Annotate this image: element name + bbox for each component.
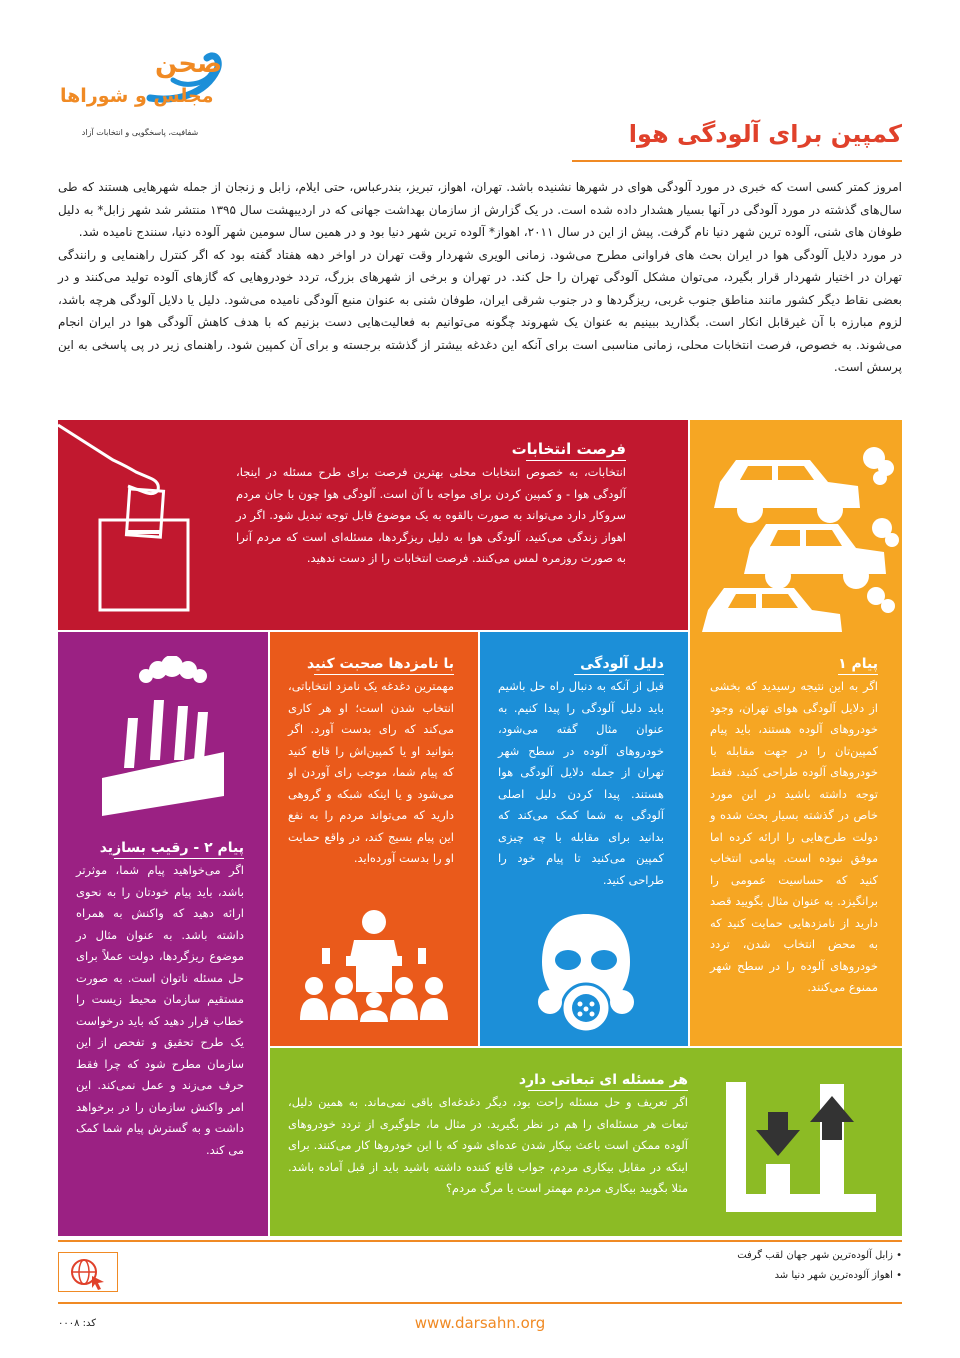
election-title-underline [526, 460, 626, 461]
logo [55, 40, 225, 140]
factory-icon [98, 656, 228, 816]
page-title-wrap [482, 120, 902, 160]
consequences-title: هر مسئله ای تبعاتی دارد [518, 1072, 688, 1088]
speaker-audience-icon [296, 908, 452, 1022]
gas-mask-icon [536, 910, 636, 1046]
message2-title-underline [114, 858, 244, 859]
logo-mid-text: مجلس و شوراها [60, 85, 214, 107]
site-url[interactable]: www.darsahn.org [414, 1314, 546, 1332]
top-footer-rule [58, 1240, 902, 1242]
candidates-text: مهمترین دغدغه یک نامزد انتخاباتی، انتخاب شدن است؛ او هر کاری می‌کند که رای بدست آورد. اگر بتوانید او یا کمپین‌اش را قانع کنید که پیام شما، موجب رای آوردن او می‌شود و یا اینکه شبکه و گروهی دارید که می‌تواند مردم را به نفع این پیام بسیج کند، در واقع حمایت او را بدست آورده‌اید. [288, 679, 454, 865]
election-block [58, 420, 688, 630]
logo-subtitle: شفافیت، پاسخگویی و انتخابات آزاد [81, 128, 199, 137]
reason-title-underline [574, 674, 664, 675]
intro-paragraph-2: در مورد دلایل آلودگی هوا در ایران بحث های فراوانی مطرح می‌شود. زمانی الویری شهردار وقت تهران در اواخر دهه هفتاد گفته بود که اگر کنترل راهنمایی و رانندگی تهران در اختیار شهردار قرار بگیرد، می‌توان مشکل آلودگی تهران را حل کند. در تهران و برخی از شهرهای بزرگ، تردد خودروهایی که گازهای آلوده تولید می‌کنند و در بعضی نقاط دیگر کشور مانند مناطق جنوب غربی، ریزگردها و در جنوب شرقی ایران، طوفان شنی به عنوان منبع آلودگی نامیده می‌شود. دلیل یا دلایل آلودگی هرچه باشد، لزوم مبارزه با آن غیرقابل انکار است. بگذارید ببینیم به عنوان یک شهروند چگونه می‌توانیم به فعالیت‌هایی دست بزنیم که با هدف کاهش آلودگی هوا در ایران انجام می‌شوند. به خصوص، فرصت انتخابات محلی، زمانی مناسبی است برای آنکه این دغدغه بیشتر از گذشته برجسته و برای آن کمپین شود. راهنمای زیر در پی پاسخی به این پرسش است. [58, 247, 902, 374]
logo-graphic [55, 40, 225, 120]
message1-text: اگر به این نتیجه رسیدید که بخشی از دلایل آلودگی هوای تهران، وجود خودروهای آلوده هستند، باید پیام کمپین‌تان را در جهت مقابله با خودروهای آلوده طراحی کنید. فقط توجه داشته باشید در این مورد خاص در گذشته بسیار بحث شده و دولت طرح‌هایی را ارائه کرده اما موفق نبوده است. پیامی انتخاب کنید که حساسیت عمومی را برانگیزد. به عنوان مثال بگویید قصد دارید از نامزدهایی حمایت کنید که به محض انتخاب شدن، تردد خودروهای آلوده را در سطح شهر ممنوع می‌کنند. [710, 679, 878, 994]
intro [58, 176, 902, 379]
message1-title-underline [838, 674, 878, 675]
consequences-block [270, 1048, 902, 1236]
intro-paragraph-1: امروز کمتر کسی است که خبری در مورد آلودگی هوای در شهرها نشنیده باشد. تهران، اهواز، تبریز، بندرعباس، حتی ایلام، زابل و زنجان از جمله شهرهایی هستند که طی سال‌های گذشته در مورد آلودگی در آنها بسیار هشدار داده شده است. در یک گزارش از سازمان بهداشت جهانی که در اردیبهشت سال ۱۳۹۵ منتشر شد شهر زابل* به دلیل طوفان های شنی، آلوده ترین شهر دنیا نام گرفت. پیش از این در سال ۲۰۱۱، اهواز* آلوده ترین شهر دنیا بود و در همین سال سومین شهر آلوده دنیا، سنندج نامیده شد. [58, 180, 902, 239]
message1-block [690, 420, 902, 1046]
reason-title: دلیل آلودگی [580, 656, 664, 672]
message2-block [58, 632, 268, 1236]
footnote-1: • زابل آلوده‌ترین شهر جهان لقب گرفت [737, 1250, 902, 1261]
election-title: فرصت انتخابات [511, 440, 626, 458]
cars-icon [690, 420, 902, 640]
footnote-1-text: زابل آلوده‌ترین شهر جهان لقب گرفت [737, 1250, 893, 1261]
reason-text: قبل از آنکه به دنبال راه حل باشیم باید دلیل آلودگی را پیدا کنیم. به عنوان مثال گفته می‌شود، خودروهای آلوده در سطح شهر تهران از جمله دلایل آلودگی هوا هستند. پیدا کردن دلیل اصلی آلودگی به شما کمک می‌کند که بدانید برای مقابله با چه چیزی کمپین می‌کنید تا پیام خود را طراحی کنید. [498, 679, 664, 887]
page-title: کمپین برای آلودگی هوا [628, 120, 902, 148]
candidates-title-underline [314, 674, 454, 675]
globe-click-icon[interactable] [58, 1252, 118, 1292]
document-code: کد: ۰۰۰۸ [58, 1318, 97, 1329]
consequences-text: اگر تعریف و حل مسئله راحت بود، دیگر دغدغه‌ای باقی نمی‌ماند. به همین دلیل، تبعات هر مسئله‌ای را هم در نظر بگیرید. در مثال ما، جلوگیری از تردد خودروهای آلوده ممکن است باعث بیکار شدن عده‌ای شود که با این خودروها کار می‌کنند. برای اینکه در مقابل بیکاری مردم، جواب قانع کننده داشته باشید باید از قبل آماده باشد. مثلا بگویید بیکاری مردم مهمتر است یا مرگ مردم؟ [288, 1095, 688, 1195]
reason-block [480, 632, 688, 1046]
footer-rule [58, 1302, 902, 1304]
candidates-block [270, 632, 478, 1046]
candidates-title: با نامزدها صحبت کنید [307, 656, 454, 672]
footnote-2: • اهواز آلوده‌ترین شهر دنیا شد [774, 1270, 902, 1281]
election-text: انتخابات، به خصوص انتخابات محلی بهترین فرصت برای طرح مسئله در اینجا، آلودگی هوا - و کمپین کردن برای مواجه با آن است. آلودگی هوا چون با جان مردم سروکار دارد می‌تواند به صورت بالقوه به یک موضوع قابل توجه تبدیل شود. اگر در اهواز زندگی می‌کنید، آلودگی هوا به دلیل ریزگردها، مسئله‌ای است که مردم آنرا به صورت روزمره لمس می‌کنند. فرصت انتخابات را از دست ندهید. [236, 465, 626, 565]
message2-title: پیام ۲ - رقیب بسازید [99, 840, 244, 856]
title-underline [572, 160, 902, 162]
footnote-2-text: اهواز آلوده‌ترین شهر دنیا شد [774, 1270, 893, 1281]
message1-title: پیام ۱ [838, 656, 878, 672]
message2-text: اگر می‌خواهید پیام شما، موثرتر باشد، باید پیام خودتان را به نحوی ارائه دهید که واکنش به همراه داشته باشد. به عنوان مثال در موضوع ریزگردها، دولت عملاً برای حل مسئله ناتوان است. به صورت مستقیم سازمان محیط زیست را خطاب قرار دهید که باید درخواست یک طرح تحقیق و تفحص از این سازمان مطرح شود که چرا فقط حرف می‌زند و عمل نمی‌کند. این امر واکنش سازمان را در برخواهد داشت و به گسترش پیام شما کمک می کند. [76, 863, 244, 1157]
bar-arrows-icon [718, 1064, 888, 1224]
consequences-title-underline [528, 1090, 688, 1091]
logo-top-text: صحن [155, 49, 223, 79]
